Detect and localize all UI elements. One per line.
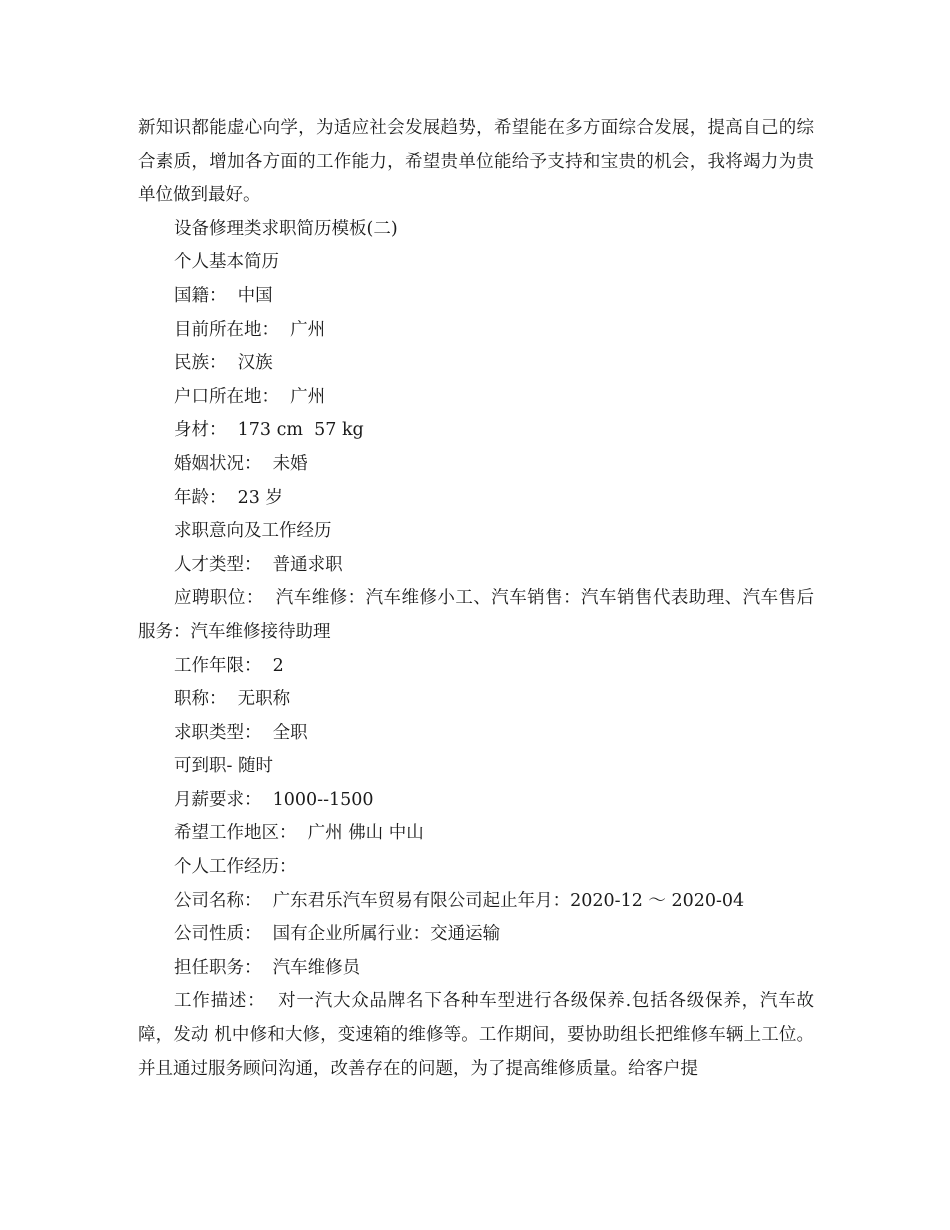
- paragraph: 工作年限： 2: [174, 655, 284, 676]
- paragraph: 可到职- 随时: [174, 756, 273, 777]
- paragraph: 应聘职位： 汽车维修：汽车维修小工、汽车销售：汽车销售代表助理、汽车售后服务：汽车维修接待助理: [138, 588, 814, 642]
- paragraph: 担任职务： 汽车维修员: [174, 957, 361, 978]
- paragraph: 身材： 173 cm 57 kg: [174, 420, 364, 441]
- paragraph: 公司名称： 广东君乐汽车贸易有限公司起止年月：2020-12 ～ 2020-04: [174, 890, 745, 911]
- paragraph: 职称： 无职称: [174, 689, 291, 710]
- paragraph: 月薪要求： 1000--1500: [174, 789, 374, 810]
- document-body: [138, 112, 814, 1086]
- paragraph: 户口所在地： 广州: [174, 386, 326, 407]
- paragraph: 国籍： 中国: [174, 285, 273, 306]
- paragraph: 个人工作经历：: [174, 857, 297, 878]
- paragraph: 设备修理类求职简历模板(二): [174, 218, 398, 239]
- paragraph: 婚姻状况： 未婚: [174, 453, 308, 474]
- paragraph: 民族： 汉族: [174, 353, 273, 374]
- paragraph: 人才类型： 普通求职: [174, 554, 343, 575]
- paragraph: 新知识都能虚心向学，为适应社会发展趋势，希望能在多方面综合发展，提高自己的综合素质，增加各方面的工作能力，希望贵单位能给予支持和宝贵的机会，我将竭力为贵单位做到最好。: [138, 118, 814, 206]
- paragraph: 工作描述： 对一汽大众品牌名下各种车型进行各级保养.包括各级保养，汽车故障，发动 机中修和大修，变速箱的维修等。工作期间，要协助组长把维修车辆上工位。并且通过服务顾问沟通，改善存在的问题，为了提高维修质量。给客户提: [138, 991, 814, 1079]
- paragraph: 个人基本简历: [174, 252, 279, 273]
- paragraph: 目前所在地： 广州: [174, 319, 326, 340]
- paragraph: 求职类型： 全职: [174, 722, 308, 743]
- paragraph: 求职意向及工作经历: [174, 521, 332, 542]
- paragraph: 公司性质： 国有企业所属行业：交通运输: [174, 924, 501, 945]
- paragraph: 年龄： 23 岁: [174, 487, 283, 508]
- paragraph: 希望工作地区： 广州 佛山 中山: [174, 823, 424, 844]
